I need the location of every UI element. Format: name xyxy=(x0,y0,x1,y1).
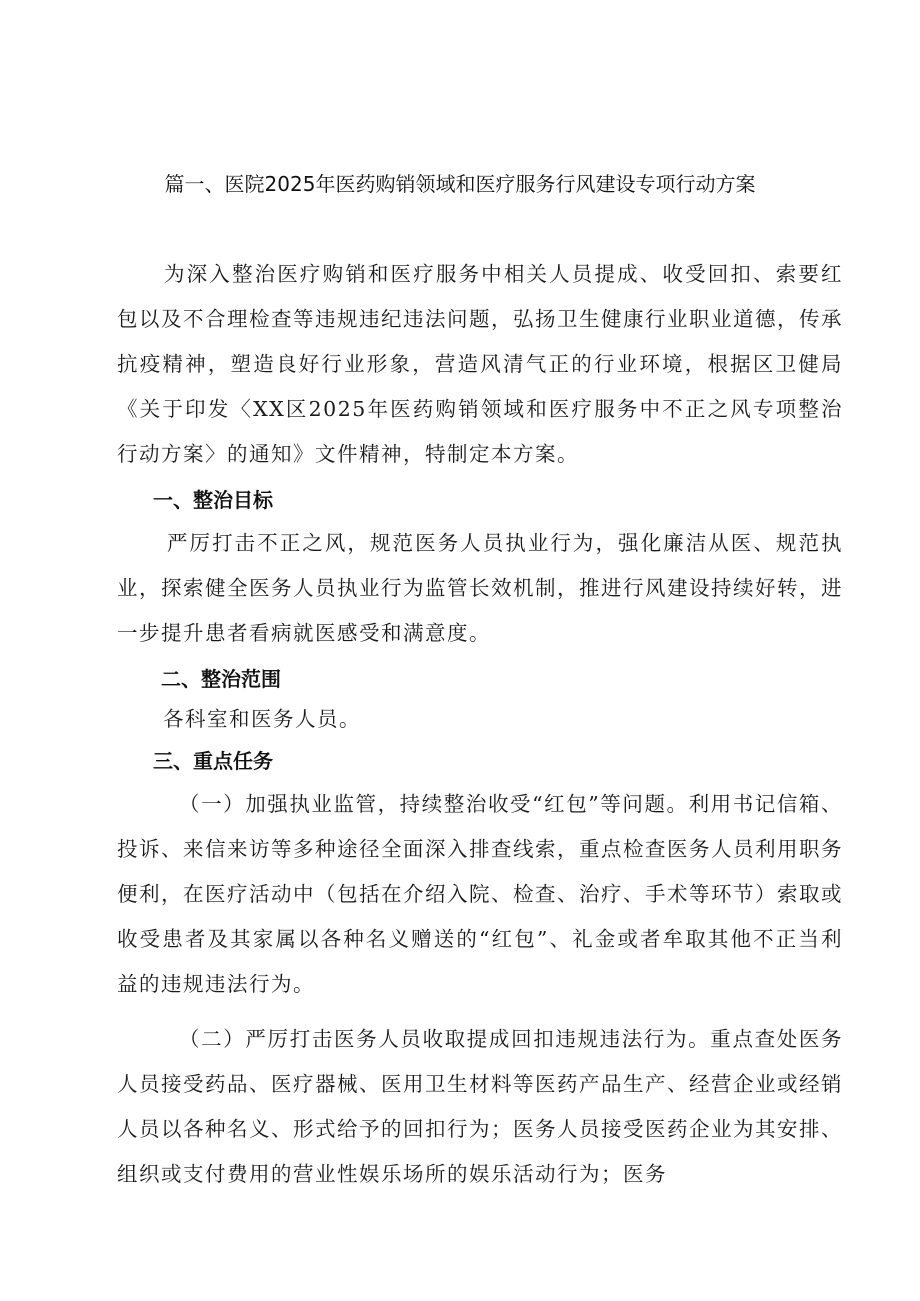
task-item-2: （二）严厉打击医务人员收取提成回扣违规违法行为。重点查处医务人员接受药品、医疗器械、医用卫生材料等医药产品生产、经营企业或经销人员以各种名义、形式给予的回扣行为；医务人员接受医药企业为其安排、组织或支付费用的营业性娱乐场所的娱乐活动行为；医务 xyxy=(117,1027,843,1186)
task-item-1: （一）加强执业监管，持续整治收受“红包”等问题。利用书记信箱、投诉、来信来访等多种途径全面深入排查线索，重点检查医务人员利用职务便利，在医疗活动中（包括在介绍入院、检查、治疗、手术等环节）索取或收受患者及其家属以各种名义赠送的“红包”、礼金或者牟取其他不正当利益的违规违法行为。 xyxy=(117,792,843,996)
document-title: 篇一、医院2025年医药购销领域和医疗服务行风建设专项行动方案 xyxy=(164,172,756,196)
intro-paragraph: 为深入整治医疗购销和医疗服务中相关人员提成、收受回扣、索要红包以及不合理检查等违规违纪违法问题，弘扬卫生健康行业职业道德，传承抗疫精神，塑造良好行业形象，营造风清气正的行业环境，根据区卫健局《关于印发〈XX区2025年医药购销领域和医疗服务中不正之风专项整治行动方案〉的通知》文件精神，特制定本方案。 xyxy=(117,262,843,466)
section-heading-tasks: 三、重点任务 xyxy=(153,749,273,773)
section-heading-goals: 一、整治目标 xyxy=(153,488,273,512)
goals-paragraph: 严厉打击不正之风，规范医务人员执业行为，强化廉洁从医、规范执业，探索健全医务人员执业行为监管长效机制，推进行风建设持续好转，进一步提升患者看病就医感受和满意度。 xyxy=(117,531,843,645)
section-heading-scope: 二、整治范围 xyxy=(161,667,281,691)
document-body xyxy=(117,252,843,1197)
scope-paragraph: 各科室和医务人员。 xyxy=(163,707,361,731)
